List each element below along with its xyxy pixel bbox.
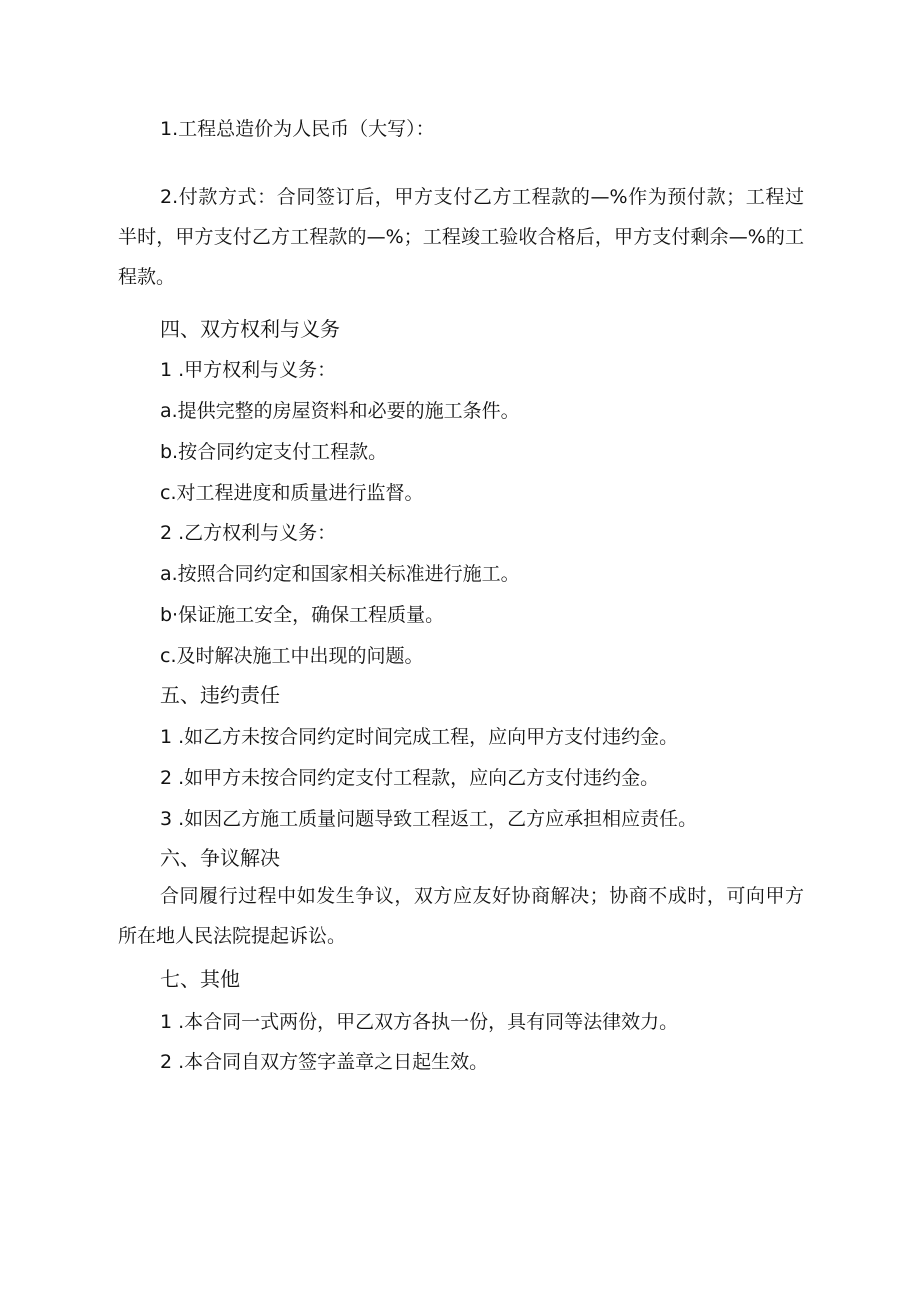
section-heading-breach: 五、违约责任 xyxy=(160,683,280,707)
party-b-heading: 2 .乙方权利与义务： xyxy=(160,522,337,544)
breach-item: 1 .如乙方未按合同约定时间完成工程，应向甲方支付违约金。 xyxy=(160,726,679,748)
dispute-clause: 合同履行过程中如发生争议，双方应友好协商解决；协商不成时，可向甲方所在地人民法院提起诉讼。 xyxy=(118,885,804,947)
party-b-item: c.及时解决施工中出现的问题。 xyxy=(160,645,424,667)
other-item: 1 .本合同一式两份，甲乙双方各执一份，具有同等法律效力。 xyxy=(160,1011,679,1033)
breach-item: 3 .如因乙方施工质量问题导致工程返工，乙方应承担相应责任。 xyxy=(160,808,698,830)
other-item: 2 .本合同自双方签字盖章之日起生效。 xyxy=(160,1051,489,1073)
party-a-item: b.按合同约定支付工程款。 xyxy=(160,441,388,463)
section-heading-rights: 四、双方权利与义务 xyxy=(160,317,340,341)
party-b-item: b·保证施工安全，确保工程质量。 xyxy=(160,604,445,626)
section-heading-other: 七、其他 xyxy=(160,967,240,991)
party-a-item: c.对工程进度和质量进行监督。 xyxy=(160,482,424,504)
section-heading-dispute: 六、争议解决 xyxy=(160,846,280,870)
party-a-heading: 1 .甲方权利与义务： xyxy=(160,359,337,381)
payment-clause: 2.付款方式：合同签订后，甲方支付乙方工程款的—%作为预付款；工程过半时，甲方支付乙方工程款的—%；工程竣工验收合格后，甲方支付剩余—%的工程款。 xyxy=(118,186,804,288)
price-clause: 1.工程总造价为人民币（大写）： xyxy=(160,118,435,140)
breach-item: 2 .如甲方未按合同约定支付工程款，应向乙方支付违约金。 xyxy=(160,767,660,789)
party-a-item: a.提供完整的房屋资料和必要的施工条件。 xyxy=(160,400,520,422)
party-b-item: a.按照合同约定和国家相关标准进行施工。 xyxy=(160,563,520,585)
